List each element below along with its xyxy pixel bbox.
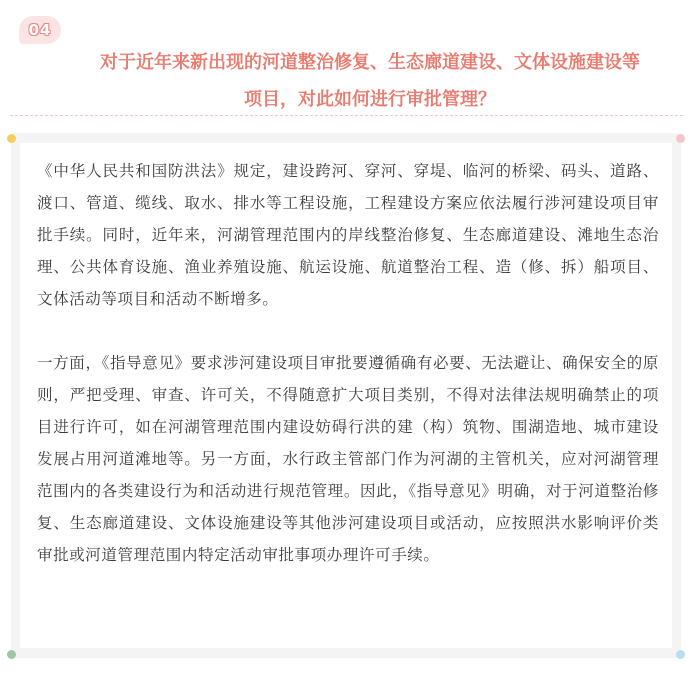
corner-dot-top-right (676, 134, 685, 143)
corner-dot-bottom-left (7, 650, 16, 659)
corner-dot-top-left (7, 134, 16, 143)
answer-paragraph-1: 《中华人民共和国防洪法》规定，建设跨河、穿河、穿堤、临河的桥梁、码头、道路、渡口、管道、缆线、取水、排水等工程设施，工程建设方案应依法履行涉河建设项目审批手续。同时，近年来，河湖管理范围内的岸线整治修复、生态廊道建设、滩地生态治理、公共体育设施、渔业养殖设施、航运设施、航道整治工程、造（修、拆）船项目、文体活动等项目和活动不断增多。 (37, 162, 659, 308)
question-title-line-1: 对于近年来新出现的河道整治修复、生态廊道建设、文体设施建设等 (100, 52, 640, 73)
answer-body (37, 155, 659, 571)
question-title (60, 44, 680, 118)
question-title-line-2: 项目，对此如何进行审批管理？ (244, 89, 496, 110)
answer-paragraph-2: 一方面，《指导意见》要求涉河建设项目审批要遵循确有必要、无法避让、确保安全的原则，严把受理、审查、许可关，不得随意扩大项目类别，不得对法律法规明确禁止的项目进行许可，如在河湖管理范围内建设妨碍行洪的建（构）筑物、围湖造地、城市建设发展占用河道滩地等。另一方面，水行政主管部门作为河湖的主管机关，应对河湖管理范围内的各类建设行为和活动进行规范管理。因此，《指导意见》明确，对于河道整治修复、生态廊道建设、文体设施建设等其他涉河建设项目或活动，应按照洪水影响评价类审批或河道管理范围内特定活动审批事项办理许可手续。 (37, 354, 659, 564)
corner-dot-bottom-right (676, 650, 685, 659)
question-number: 04 (28, 21, 52, 39)
dashed-divider (10, 115, 683, 116)
question-number-badge (19, 16, 61, 44)
